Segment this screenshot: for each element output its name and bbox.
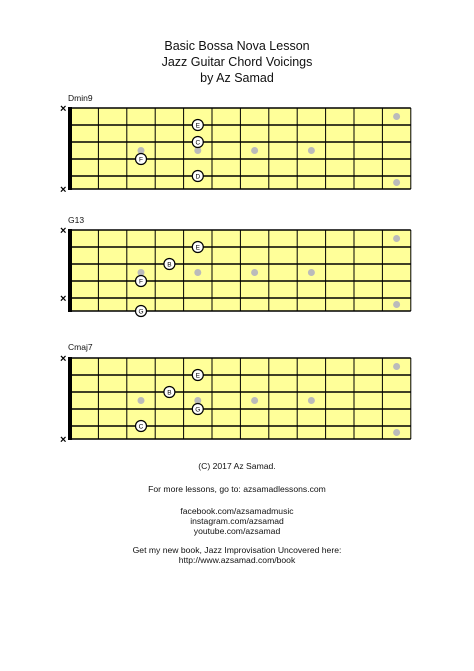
inlay-dot [251,147,258,154]
note-label: G [195,406,201,414]
muted-string-marker: × [60,354,67,365]
note-label: C [138,423,144,431]
note-label: F [139,278,143,286]
note-label: C [195,139,201,147]
note-label: G [138,308,144,316]
inlay-dot [393,429,400,436]
title-line-2: Jazz Guitar Chord Voicings [161,55,313,69]
copyright-text: (C) 2017 Az Samad. [198,461,276,471]
book-promo-text: Get my new book, Jazz Improvisation Uncovered here: [132,545,342,555]
nut [68,107,72,190]
fretboard-cmaj7 [60,354,420,442]
inlay-dot [308,269,315,276]
note-label: D [195,173,201,181]
chord-name-cmaj7: Cmaj7 [68,342,93,352]
note-label: E [195,372,200,380]
muted-string-marker: × [60,434,67,442]
fretboard-dmin9 [60,104,420,192]
note-label: B [167,389,172,397]
title-line-3: by Az Samad [200,71,274,85]
book-link[interactable]: http://www.azsamad.com/book [178,555,296,565]
muted-string-marker: × [60,104,67,115]
muted-string-marker: × [60,184,67,192]
facebook-link[interactable]: facebook.com/azsamadmusic [180,506,294,516]
inlay-dot [393,179,400,186]
inlay-dot [393,113,400,120]
more-lessons-text: For more lessons, go to: azsamadlessons.com [148,484,326,494]
title-line-1: Basic Bossa Nova Lesson [164,39,310,53]
inlay-dot [308,147,315,154]
note-label: B [167,261,172,269]
note-label: F [139,156,143,164]
inlay-dot [194,269,201,276]
inlay-dot [138,397,145,404]
note-label: E [195,122,200,130]
inlay-dot [251,397,258,404]
inlay-dot [393,301,400,308]
muted-string-marker: × [60,293,67,305]
inlay-dot [393,363,400,370]
youtube-link[interactable]: youtube.com/azsamad [193,526,281,536]
inlay-dot [393,235,400,242]
chord-name-g13: G13 [68,215,85,225]
nut [68,229,72,312]
chord-name-dmin9: Dmin9 [68,93,93,103]
nut [68,357,72,440]
fretboard-g13 [60,226,420,318]
muted-string-marker: × [60,226,67,237]
note-label: E [195,244,200,252]
inlay-dot [251,269,258,276]
instagram-link[interactable]: instagram.com/azsamad [190,516,284,526]
inlay-dot [308,397,315,404]
